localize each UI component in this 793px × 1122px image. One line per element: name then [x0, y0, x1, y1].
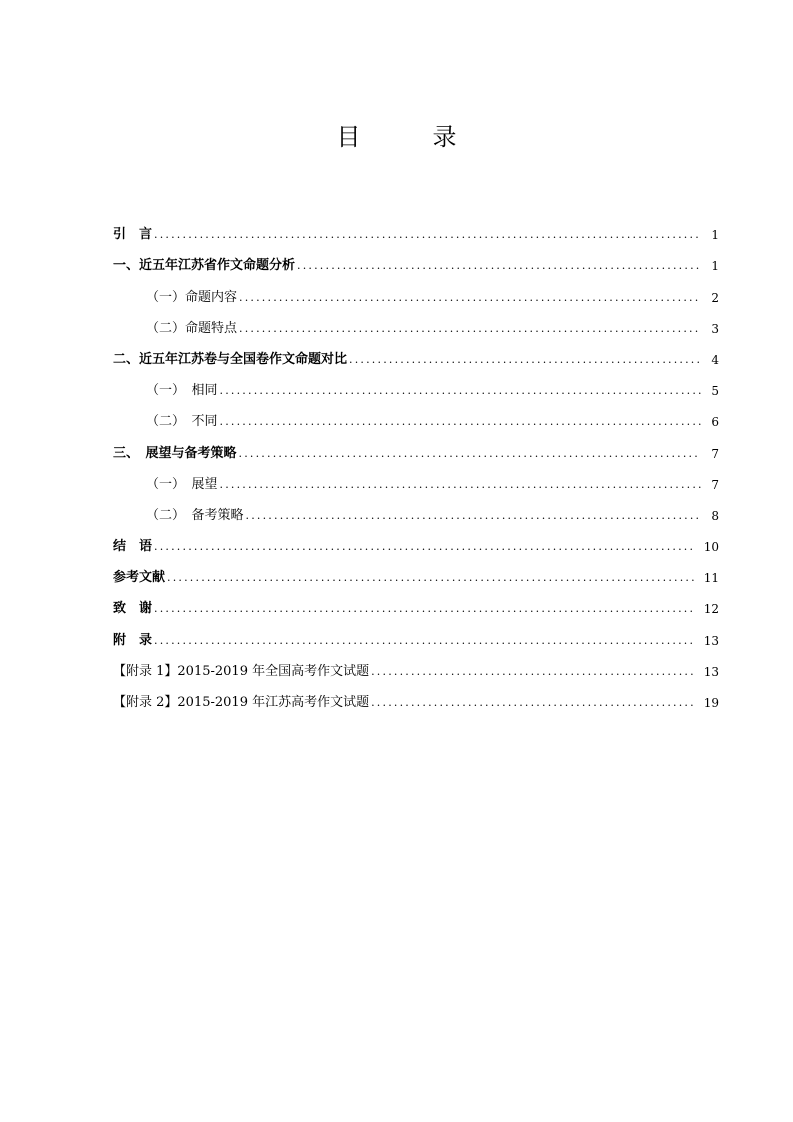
- toc-entry-label: 一、近五年江苏省作文命题分析: [113, 258, 296, 274]
- toc-entry-label: 引 言: [113, 227, 153, 243]
- dot-leader: [220, 475, 701, 495]
- toc-entry-section-2[interactable]: [113, 339, 719, 370]
- toc-entry-page-number: 11: [703, 571, 719, 586]
- toc-entry-page-number: 8: [711, 508, 719, 523]
- toc-entry-appendix[interactable]: [113, 619, 719, 650]
- dot-leader: [154, 599, 695, 619]
- toc-entry-label: 【附录 2】2015-2019 年江苏高考作文试题: [113, 695, 370, 710]
- toc-entry-page-number: 7: [711, 477, 719, 492]
- toc-entry-label: （一） 相同: [146, 383, 218, 399]
- dot-leader: [154, 631, 695, 651]
- toc-entry-label: （一）命题内容: [146, 289, 238, 305]
- dot-leader: [154, 537, 695, 557]
- toc-entry-section-3[interactable]: [113, 432, 719, 463]
- toc-entry-label: （二）命题特点: [146, 320, 238, 336]
- toc-entry-page-number: 3: [711, 321, 719, 336]
- toc-entry-page-number: 6: [711, 415, 719, 430]
- toc-entry-page-number: 7: [711, 446, 719, 461]
- toc-entry-page-number: 19: [703, 696, 719, 710]
- toc-entry-references[interactable]: [113, 557, 719, 588]
- toc-entry-label: 三、 展望与备考策略: [113, 445, 237, 461]
- toc-entry-label: （二） 不同: [146, 414, 218, 430]
- toc-entry-section-1[interactable]: [113, 245, 719, 276]
- dot-leader: [154, 225, 701, 245]
- toc-entry-introduction[interactable]: [113, 214, 719, 245]
- toc-title: 目 录: [336, 123, 481, 151]
- toc-entry-label: 二、近五年江苏卷与全国卷作文命题对比: [113, 351, 348, 367]
- dot-leader: [297, 256, 701, 276]
- toc-entry-page-number: 2: [711, 290, 719, 305]
- dot-leader: [371, 693, 695, 713]
- toc-entry-section-2-1[interactable]: [113, 370, 719, 401]
- toc-entry-label: 结 语: [113, 539, 153, 555]
- toc-entry-label: （二） 备考策略: [146, 507, 244, 523]
- toc-entry-label: （一） 展望: [146, 476, 218, 492]
- toc-entry-page-number: 4: [711, 352, 719, 367]
- toc-entry-label: 参考文献: [113, 570, 166, 586]
- toc-list: [113, 214, 719, 713]
- toc-entry-page-number: 5: [711, 384, 719, 399]
- toc-entry-section-1-1[interactable]: [113, 276, 719, 307]
- dot-leader: [239, 444, 701, 464]
- toc-entry-appendix-2[interactable]: [113, 682, 719, 713]
- dot-leader: [371, 662, 695, 682]
- toc-entry-appendix-1[interactable]: [113, 651, 719, 682]
- toc-entry-section-3-1[interactable]: [113, 464, 719, 495]
- toc-entry-page-number: 10: [703, 540, 719, 555]
- toc-entry-section-1-2[interactable]: [113, 308, 719, 339]
- dot-leader: [239, 288, 701, 308]
- dot-leader: [220, 381, 701, 401]
- toc-entry-conclusion[interactable]: [113, 526, 719, 557]
- dot-leader: [167, 568, 695, 588]
- toc-entry-section-2-2[interactable]: [113, 401, 719, 432]
- dot-leader: [239, 319, 701, 339]
- dot-leader: [246, 506, 701, 526]
- toc-entry-page-number: 12: [703, 602, 719, 617]
- toc-entry-label: 附 录: [113, 632, 153, 648]
- dot-leader: [220, 412, 701, 432]
- dot-leader: [349, 350, 701, 370]
- toc-entry-page-number: 1: [711, 228, 719, 243]
- toc-entry-page-number: 1: [711, 259, 719, 274]
- toc-entry-label: 致 谢: [113, 601, 153, 617]
- toc-entry-acknowledgements[interactable]: [113, 588, 719, 619]
- toc-entry-page-number: 13: [703, 664, 719, 679]
- toc-entry-label: 【附录 1】2015-2019 年全国高考作文试题: [113, 663, 370, 679]
- toc-entry-section-3-2[interactable]: [113, 495, 719, 526]
- toc-entry-page-number: 13: [703, 633, 719, 648]
